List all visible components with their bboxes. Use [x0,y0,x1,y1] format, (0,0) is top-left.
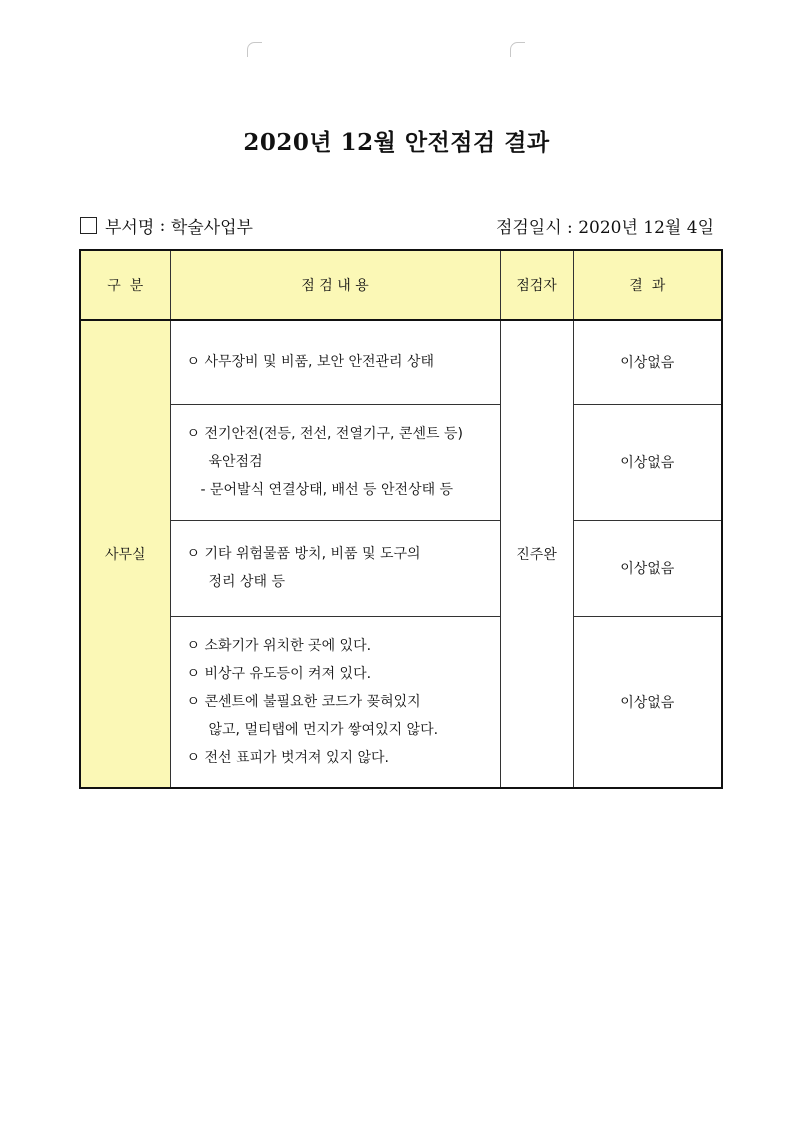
department-value: 학술사업부 [170,218,253,238]
department-label: 부서명 [105,218,155,238]
inspection-date-value: 2020년 12월 4일 [578,218,714,238]
content-cell [170,404,500,520]
content-line: ㅇ 비상구 유도등이 켜져 있다. [186,665,372,682]
content-line: ㅇ 기타 위험물품 방치, 비품 및 도구의 [186,546,421,562]
checkbox-icon [80,217,97,234]
header-inspector: 점검자 [500,250,573,320]
inspection-table [79,249,723,789]
content-cell [170,520,500,616]
content-line: - 문어발식 연결상태, 배선 등 안전상태 등 [200,482,454,498]
table-row [80,320,722,404]
table-row [80,520,722,616]
content-line: ㅇ 콘센트에 불필요한 코드가 꽂혀있지 [186,693,421,710]
table-row [80,616,722,788]
inspection-date-label: 점검일시 [495,218,562,238]
category-cell: 사무실 [80,320,170,788]
content-line: 않고, 멀티탭에 먼지가 쌓여있지 않다. [208,721,439,738]
punch-hole-right [510,42,525,57]
result-cell: 이상없음 [573,404,722,520]
header-result: 결 과 [573,250,722,320]
content-line: 정리 상태 등 [208,574,286,590]
content-cell [170,616,500,788]
department-line: 부서명 : 학술사업부 [80,213,253,238]
table-row [80,404,722,520]
content-line: ㅇ 전기안전(전등, 전선, 전열기구, 콘센트 등) [186,426,463,442]
content-line: ㅇ 소화기가 위치한 곳에 있다. [186,637,372,654]
content-line: ㅇ 사무장비 및 비품, 보안 안전관리 상태 [186,354,435,371]
content-cell [170,320,500,404]
header-category: 구 분 [80,250,170,320]
content-line: ㅇ 전선 표피가 벗겨져 있지 않다. [186,749,390,766]
result-cell: 이상없음 [573,320,722,404]
table-header-row [80,250,722,320]
inspection-date-line: 점검일시 : 2020년 12월 4일 [495,218,714,238]
header-content: 점 검 내 용 [170,250,500,320]
punch-hole-left [247,42,262,57]
result-cell: 이상없음 [573,520,722,616]
document-title: 2020년 12월 안전점검 결과 [243,129,550,156]
result-cell: 이상없음 [573,616,722,788]
inspector-cell: 진주완 [500,320,573,788]
content-line: 육안점검 [208,454,263,470]
